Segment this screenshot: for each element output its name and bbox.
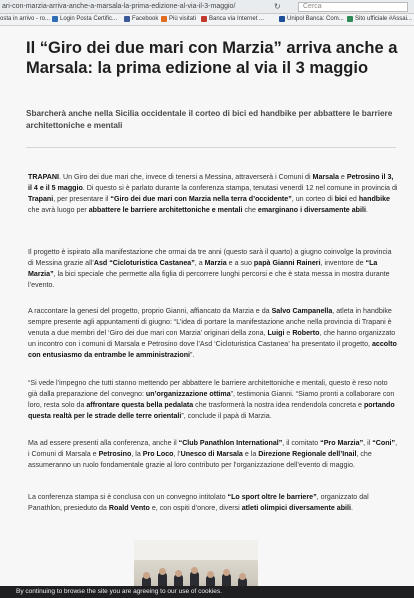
- article-photo: [134, 540, 258, 586]
- bold-text-run: Marzia: [204, 259, 227, 267]
- text-run: , il: [363, 439, 373, 447]
- text-run: Il progetto è ispirato alla manifestazione che ormai da tre anni (questo sarà il quarto) a giugno coinvolge la provincia di Messina grazie all’: [28, 248, 392, 267]
- address-field[interactable]: ari-con-marzia-arriva-anche-a-marsala-la-prima-edizione-al-via-il-3-maggio/: [2, 3, 236, 10]
- reload-icon[interactable]: ↻: [274, 2, 281, 11]
- person-head: [207, 571, 214, 578]
- text-run: , per presentare il: [53, 195, 111, 203]
- text-run: . Un Giro dei due mari che, invece di tenersi a Messina, attraverserà i Comuni di: [59, 173, 313, 181]
- text-run: che avrà luogo per: [28, 206, 89, 214]
- bold-text-run: Petrosino: [346, 173, 380, 181]
- bold-text-run: Roberto: [292, 329, 320, 337]
- text-run: e: [284, 329, 293, 337]
- bold-text-run: portando questa realtà per le strade delle terre orientali: [28, 401, 395, 420]
- person-head: [223, 569, 230, 576]
- text-run: , i Comuni di Marsala e: [28, 439, 398, 458]
- photo-banner: [134, 540, 258, 560]
- bold-text-run: affrontare questa bella pedalata: [86, 401, 194, 409]
- bold-text-run: accolto con entusiasmo da entrambe le amministrazioni: [28, 340, 397, 359]
- facebook-icon: [124, 16, 130, 22]
- article-title: Il “Giro dei due mari con Marzia” arriva anche a Marsala: la prima edizione al via il 3 maggio: [26, 39, 398, 77]
- bold-text-run: Pro Loco: [142, 450, 174, 458]
- bookmark-label: osta in arrivo - ro...: [0, 16, 51, 22]
- article-paragraph: [28, 172, 398, 216]
- bold-text-run: emarginano i diversamente abili: [257, 206, 366, 214]
- bold-text-run: “Lo sport oltre le barriere”: [227, 493, 317, 501]
- person-head: [191, 567, 198, 574]
- article-paragraph: [28, 306, 398, 361]
- article-paragraph: [28, 492, 398, 514]
- bold-text-run: il 3, il 4 e il 5 maggio: [28, 173, 394, 192]
- text-run: , a: [194, 259, 205, 267]
- person-head: [239, 573, 246, 580]
- bold-text-run: Luigi: [267, 329, 285, 337]
- text-run: Ma ad essere presenti alla conferenza, anche il: [28, 439, 179, 447]
- search-input[interactable]: Cerca: [298, 2, 408, 12]
- text-run: , che assumeranno un ruolo fondamentale grazie al loro contributo per l’organizzazione dell’evento di maggio.: [28, 450, 372, 469]
- text-run: , inventore de: [320, 259, 366, 267]
- text-run: , la bici speciale che permette alla figlia di percorrere lunghi percorsi e che è stata messa in mostra durante l’evento.: [28, 270, 390, 289]
- cookie-banner[interactable]: By continuing to browse the site you are agreeing to our use of cookies.: [0, 586, 414, 598]
- bold-text-run: “Giro dei due mari con Marzia nella terra d’occidente”: [110, 195, 292, 203]
- bookmark-label: Facebook: [132, 16, 159, 22]
- bold-text-run: Trapani: [28, 195, 54, 203]
- bold-text-run: Roald Vento: [108, 504, 150, 512]
- bold-text-run: Marsala: [312, 173, 339, 181]
- bold-text-run: “Coni”: [372, 439, 396, 447]
- browser-url-bar: [0, 0, 414, 14]
- bold-text-run: atleti olimpici diversamente abili: [241, 504, 351, 512]
- text-run: .: [350, 504, 353, 512]
- text-run: , che hanno organizzato un incontro con i comuni di Marsala e Petrosino dove l’Asd ‘Cicloturistica Castanea’ ha presentato il progetto,: [28, 329, 396, 348]
- text-run: che trasformerà la nostra idea rendendola concreta e: [193, 401, 364, 409]
- bold-text-run: handbike: [358, 195, 390, 203]
- article-paragraph: [28, 438, 398, 471]
- text-run: , la: [131, 450, 143, 458]
- bookmarks-bar: [0, 14, 414, 26]
- text-run: “Si vede l’impegno che tutti stanno mettendo per abbattere le barriere architettoniche e mentali, questo è reso noto già dalla preparazione del convegno:: [28, 379, 388, 398]
- person-head: [175, 570, 182, 577]
- person-head: [159, 568, 166, 575]
- text-run: e la: [242, 450, 259, 458]
- article-paragraph: [28, 247, 398, 291]
- bold-text-run: TRAPANI: [28, 173, 60, 181]
- text-run: . Di questo si è parlato durante la conferenza stampa, tenutasi venerdì 12 nel comune in provincia di: [82, 184, 398, 192]
- bookmark-label: Login Posta Certific...: [60, 16, 118, 22]
- bookmark-item[interactable]: [347, 16, 412, 22]
- divider: [26, 147, 396, 148]
- bookmark-item[interactable]: [279, 16, 344, 22]
- star-icon: [161, 16, 167, 22]
- text-run: ”.: [190, 351, 195, 359]
- text-run: ”, conclude il papà di Marzia.: [181, 412, 272, 420]
- bookmark-item[interactable]: [124, 16, 158, 22]
- bold-text-run: Salvo Campanella: [271, 307, 333, 315]
- bold-text-run: Petrosino: [98, 450, 132, 458]
- bold-text-run: “Pro Marzia”: [320, 439, 364, 447]
- text-run: ed: [346, 195, 359, 203]
- article: [0, 26, 414, 586]
- bookmark-item[interactable]: [201, 16, 264, 22]
- bookmark-item[interactable]: [161, 16, 196, 22]
- text-run: e, con ospiti d’onore, diversi: [149, 504, 242, 512]
- bold-text-run: Unesco di Marsala: [180, 450, 243, 458]
- bookmark-item[interactable]: [52, 16, 117, 22]
- text-run: .: [365, 206, 368, 214]
- bookmark-label: Unipol Banca: Com...: [287, 16, 344, 22]
- text-run: , l’: [173, 450, 181, 458]
- text-run: , il comitato: [282, 439, 321, 447]
- text-run: che: [242, 206, 258, 214]
- mail-icon: [52, 16, 58, 22]
- text-run: ”, testimonia Gianni. “Siamo pronti a collaborare con loro, resta solo da: [28, 390, 395, 409]
- article-subtitle: Sbarcherà anche nella Sicilia occidentale il corteo di bici ed handbike per abbattere le barriere architettoniche e mentali: [26, 109, 393, 130]
- bookmark-item[interactable]: [0, 16, 50, 22]
- bank-icon: [201, 16, 207, 22]
- person-head: [143, 572, 150, 579]
- text-run: , un corteo di: [291, 195, 335, 203]
- text-run: e a suo: [226, 259, 254, 267]
- bold-text-run: un’organizzazione ottima: [145, 390, 231, 398]
- article-paragraph: [28, 378, 398, 422]
- bold-text-run: “Club Panathlon International”: [178, 439, 283, 447]
- bold-text-run: Direzione Regionale dell’Inail: [258, 450, 357, 458]
- text-run: , organizzato dal Panathlon, presieduto da: [28, 493, 369, 512]
- bookmark-label: Sito ufficiale #Assai...: [355, 16, 412, 22]
- bank-icon: [279, 16, 285, 22]
- bold-text-run: Asd “Cicloturistica Castanea”: [93, 259, 195, 267]
- text-run: La conferenza stampa si è conclusa con un convegno intitolato: [28, 493, 228, 501]
- bold-text-run: papà Gianni Raineri: [253, 259, 321, 267]
- text-run: A raccontare la genesi del progetto, proprio Gianni, affiancato da Marzia e da: [28, 307, 272, 315]
- bold-text-run: bici: [334, 195, 347, 203]
- site-icon: [347, 16, 353, 22]
- bookmark-label: Più visitati: [169, 16, 197, 22]
- bookmark-label: Banca via Internet ...: [209, 16, 265, 22]
- bold-text-run: abbattere le barriere architettoniche e mentali: [88, 206, 243, 214]
- text-run: e: [338, 173, 347, 181]
- text-run: , atleta in handbike sempre presente agli appuntamenti di giugno: “L’idea di portare la manifestazione anche nella provincia di Trapani è venuta a due membri del ‘Giro dei due mari con Marzia’ originari della zona,: [28, 307, 392, 337]
- bold-text-run: “La Marzia”: [28, 259, 378, 278]
